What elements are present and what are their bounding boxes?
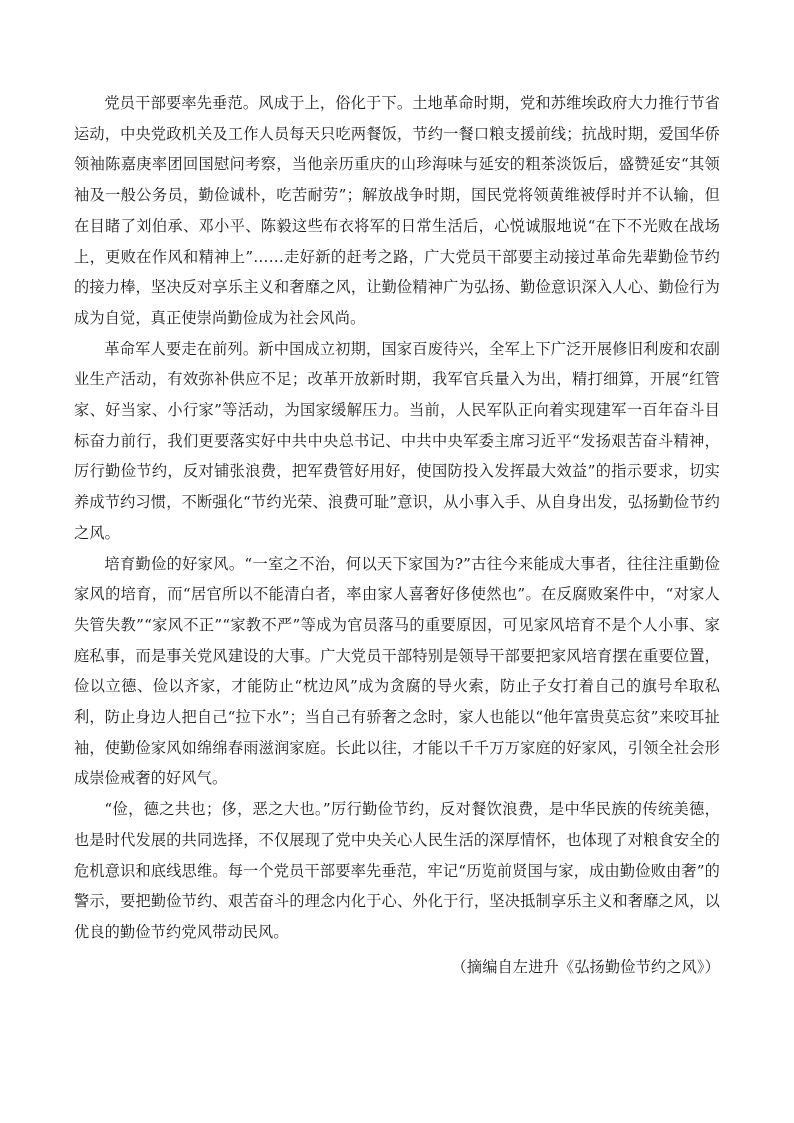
paragraph-party-cadres: 党员干部要率先垂范。风成于上，俗化于下。土地革命时期，党和苏维埃政府大力推行节省运动，中央党政机关及工作人员每天只吃两餐饭，节约一餐口粮支援前线；抗战时期，爱国华侨领袖陈嘉庚率团回国慰问考察，当他亲历重庆的山珍海味与延安的粗茶淡饭后，盛赞延安“其领袖及一般公务员，勤俭诚朴，吃苦耐劳”；解放战争时期，国民党将领黄维被俘时并不认输，但在目睹了刘伯承、邓小平、陈毅这些布衣将军的日常生活后，心悦诚服地说“在下不光败在战场上，更败在作风和精神上”……走好新的赶考之路，广大党员干部要主动接过革命先辈勤俭节约的接力棒，坚决反对享乐主义和奢靡之风，让勤俭精神广为弘扬、勤俭意识深入人心、勤俭行为成为自觉，真正使崇尚勤俭成为社会风尚。: [74, 94, 720, 327]
document-page: [74, 88, 720, 982]
paragraph-family-style: 培育勤俭的好家风。“一室之不治，何以天下家国为?”古往今来能成大事者，往往注重勤俭家风的培育，而“居官所以不能清白者，率由家人喜奢好侈使然也”。在反腐败案件中，“对家人失管失教”“家风不正”“家教不严”等成为官员落马的重要原因，可见家风培育不是个人小事、家庭私事，而是事关党风建设的大事。广大党员干部特别是领导干部要把家风培育摆在重要位置，俭以立德、俭以齐家，才能防止“枕边风”成为贪腐的导火索，防止子女打着自己的旗号牟取私利，防止身边人把自己“拉下水”；当自己有骄奢之念时，家人也能以“他年富贵莫忘贫”来咬耳扯袖，使勤俭家风如绵绵春雨滋润家庭。长此以往，才能以千千万万家庭的好家风，引领全社会形成崇俭戒奢的好风气。: [74, 554, 720, 788]
paragraph-military: 革命军人要走在前列。新中国成立初期，国家百废待兴，全军上下广泛开展修旧利废和农副业生产活动，有效弥补供应不足；改革开放新时期，我军官兵量入为出，精打细算，开展“红管家、好当家、小行家”等活动，为国家缓解压力。当前，人民军队正向着实现建军一百年奋斗目标奋力前行，我们更要落实好中共中央总书记、中共中央军委主席习近平“发扬艰苦奋斗精神，厉行勤俭节约，反对铺张浪费，把军费管好用好，使国防投入发挥最大效益”的指示要求，切实养成节约习惯，不断强化“节约光荣、浪费可耻”意识，从小事入手、从自身出发，弘扬勤俭节约之风。: [74, 339, 720, 542]
source-citation: （摘编自左进升《弘扬勤俭节约之风》）: [451, 957, 720, 976]
paragraph-conclusion: “俭，德之共也；侈，恶之大也。”厉行勤俭节约，反对餐饮浪费，是中华民族的传统美德，也是时代发展的共同选择，不仅展现了党中央关心人民生活的深厚情怀，也体现了对粮食安全的危机意识和底线思维。每一个党员干部要率先垂范，牢记“历览前贤国与家，成由勤俭败由奢”的警示，要把勤俭节约、艰苦奋斗的理念内化于心、外化于行，坚决抵制享乐主义和奢靡之风，以优良的勤俭节约党风带动民风。: [74, 800, 720, 941]
